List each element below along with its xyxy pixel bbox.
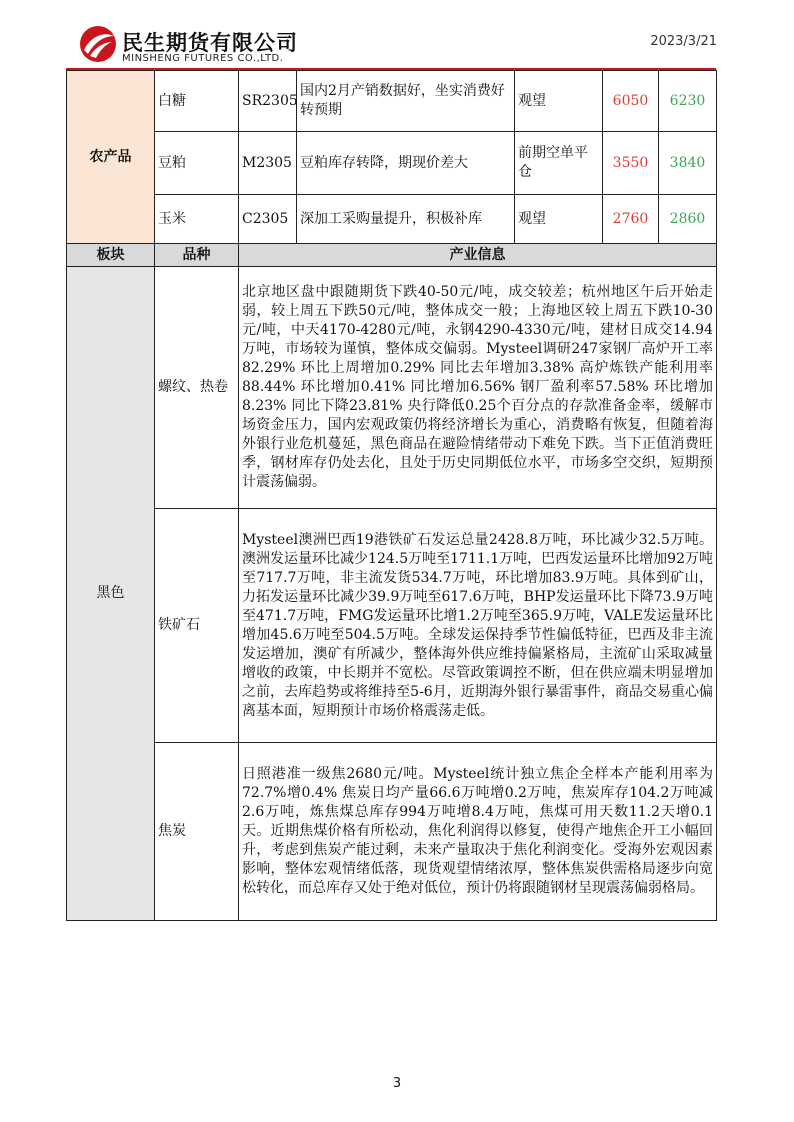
support-price: 2760 — [603, 195, 659, 244]
variety-name: 白糖 — [155, 71, 239, 132]
sector-agri: 农产品 — [67, 71, 155, 244]
page-header — [0, 0, 794, 70]
minsheng-logo-icon — [78, 24, 118, 64]
variety-name: 豆粕 — [155, 132, 239, 195]
table-header-row — [67, 244, 717, 267]
black-row-iron-ore — [67, 509, 717, 743]
company-name-cn: 民生期货有限公司 — [122, 31, 298, 55]
view-text: 观望 — [515, 71, 603, 132]
industry-info: 日照港准一级焦2680元/吨。Mysteel统计独立焦企全样本产能利用率为72.7%增0.4% 焦炭日均产量66.6万吨增0.2万吨，焦炭库存104.2万吨减2.6万吨，炼焦煤总库存994万吨增8.4万吨，焦煤可用天数11.2天增0.1天。近期焦煤价格有所松动，焦化利润得以修复，使得产地焦企开工小幅回升，考虑到焦炭产能过剩，未来产量取决于焦化利润变化。受海外宏观因素影响，整体宏观情绪低落，现货观望情绪浓厚，整体焦炭供需格局逐步向宽松转化，而总库存又处于绝对低位，预计仍将跟随钢材呈现震荡偏弱格局。 — [239, 743, 717, 921]
variety-name: 玉米 — [155, 195, 239, 244]
support-price: 6050 — [603, 71, 659, 132]
agri-row-sugar — [67, 71, 717, 132]
news-text: 深加工采购量提升，积极补库 — [297, 195, 515, 244]
support-price: 3550 — [603, 132, 659, 195]
black-row-coke — [67, 743, 717, 921]
sector-black: 黑色 — [67, 267, 155, 921]
resistance-price: 2860 — [659, 195, 717, 244]
industry-info: 北京地区盘中跟随期货下跌40-50元/吨，成交较差；杭州地区午后开始走弱，较上周五下跌50元/吨，整体成交一般；上海地区较上周五下跌10-30元/吨，中天4170-4280元/吨，永钢4290-4330元/吨，建材日成交14.94万吨，市场较为谨慎，整体成交偏弱。Mysteel调研247家钢厂高炉开工率82.29% 环比上周增加0.29% 同比去年增加3.38% 高炉炼铁产能利用率88.44% 环比增加0.41% 同比增加6.56% 钢厂盈利率57.58% 环比增加8.23% 同比下降23.81% 央行降低0.25个百分点的存款准备金率，缓解市场资金压力，国内宏观政策仍将经济增长为重心，消费略有恢复，但随着海外银行业危机蔓延，黑色商品在避险情绪带动下难免下跌。当下正值消费旺季，钢材库存仍处去化，且处于历史同期低位水平，市场多空交织，短期预计震荡偏弱。 — [239, 267, 717, 509]
header-info: 产业信息 — [239, 244, 717, 267]
contract-code: SR2305 — [239, 71, 297, 132]
agri-row-corn — [67, 195, 717, 244]
variety-name: 螺纹、热卷 — [155, 267, 239, 509]
resistance-price: 6230 — [659, 71, 717, 132]
view-text: 观望 — [515, 195, 603, 244]
company-name-en: MINSHENG FUTURES CO.,LTD. — [122, 53, 284, 64]
market-table — [66, 70, 717, 921]
variety-name: 铁矿石 — [155, 509, 239, 743]
header-sector: 板块 — [67, 244, 155, 267]
industry-info: Mysteel澳洲巴西19港铁矿石发运总量2428.8万吨，环比减少32.5万吨。澳洲发运量环比减少124.5万吨至1711.1万吨，巴西发运量环比增加92万吨至717.7万吨，非主流发货534.7万吨，环比增加83.9万吨。具体到矿山，力拓发运量环比减少39.9万吨至617.6万吨，BHP发运量环比下降73.9万吨至471.7万吨，FMG发运量环比增1.2万吨至365.9万吨，VALE发运量环比增加45.6万吨至504.5万吨。全球发运保持季节性偏低特征，巴西及非主流发运增加，澳矿有所减少，整体海外供应维持偏紧格局，主流矿山采取减量增收的政策，中长期并不宽松。尽管政策调控不断，但在供应端未明显增加之前，去库趋势或将维持至5-6月，近期海外银行暴雷事件，商品交易重心偏离基本面，短期预计市场价格震荡走低。 — [239, 509, 717, 743]
agri-row-soymeal — [67, 132, 717, 195]
news-text: 国内2月产销数据好，坐实消费好转预期 — [297, 71, 515, 132]
header-variety: 品种 — [155, 244, 239, 267]
black-row-rebar — [67, 267, 717, 509]
news-text: 豆粕库存转降，期现价差大 — [297, 132, 515, 195]
report-date: 2023/3/21 — [650, 34, 717, 49]
contract-code: M2305 — [239, 132, 297, 195]
resistance-price: 3840 — [659, 132, 717, 195]
contract-code: C2305 — [239, 195, 297, 244]
page-number: 3 — [392, 1076, 402, 1091]
variety-name: 焦炭 — [155, 743, 239, 921]
view-text: 前期空单平仓 — [515, 132, 603, 195]
